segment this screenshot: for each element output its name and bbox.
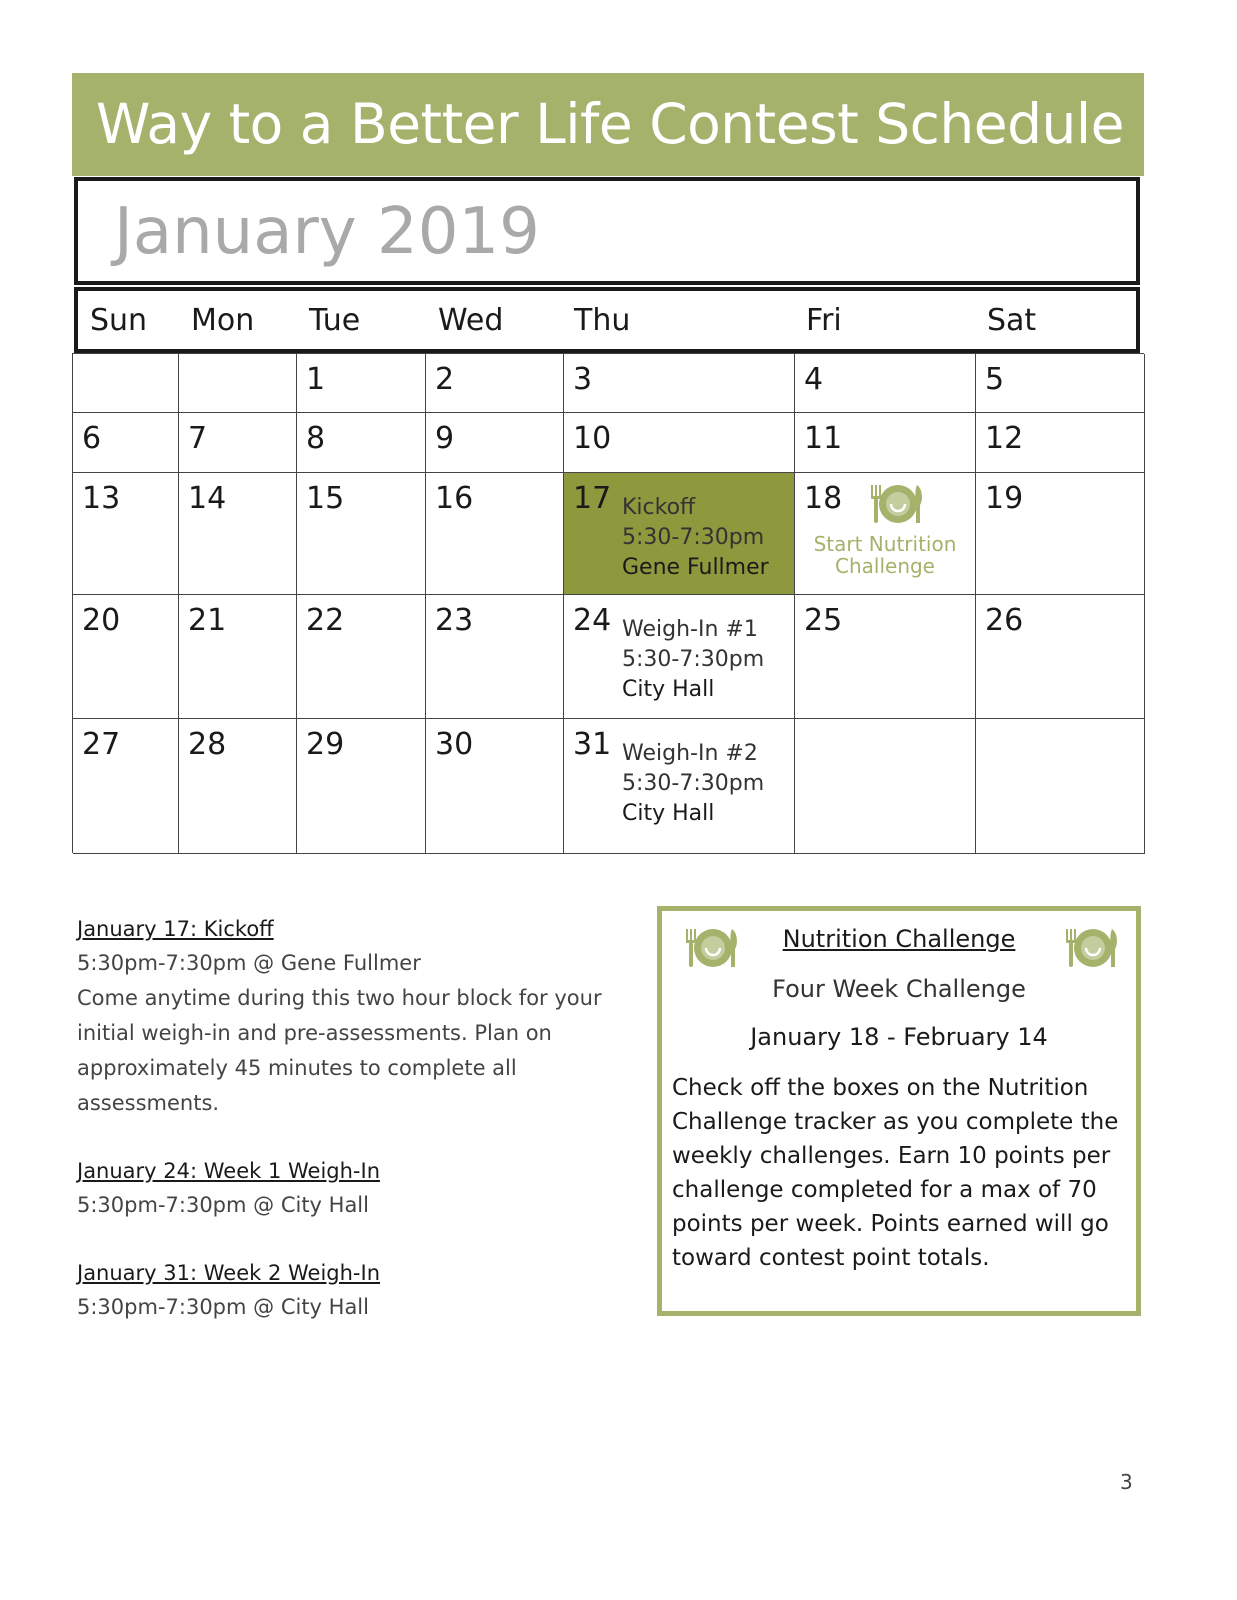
day-number: 18 bbox=[804, 481, 843, 516]
day-number: 6 bbox=[82, 421, 102, 456]
day-cell bbox=[426, 473, 564, 595]
month-header bbox=[74, 177, 1140, 285]
day-cell-kickoff bbox=[564, 473, 795, 595]
day-cell bbox=[297, 473, 426, 595]
day-number: 27 bbox=[82, 727, 121, 762]
day-cell bbox=[297, 354, 426, 413]
day-cell bbox=[564, 354, 795, 413]
nutrition-challenge-box bbox=[657, 906, 1141, 1316]
day-cell bbox=[976, 719, 1145, 854]
day-number: 1 bbox=[306, 362, 326, 397]
day-number: 26 bbox=[985, 603, 1024, 638]
day-cell-weigh-in-1 bbox=[564, 595, 795, 719]
detail-weigh-in-1 bbox=[77, 1155, 647, 1223]
detail-line: assessments. bbox=[77, 1091, 220, 1115]
event-time: 5:30-7:30pm bbox=[622, 647, 765, 672]
day-number: 20 bbox=[82, 603, 121, 638]
plate-fork-knife-icon bbox=[865, 483, 931, 525]
day-cell-nutrition-start bbox=[795, 473, 976, 595]
nutrition-challenge-dates: January 18 - February 14 bbox=[750, 1023, 1048, 1051]
day-cell bbox=[73, 595, 179, 719]
day-number: 11 bbox=[804, 421, 843, 456]
nutrition-challenge-title: Nutrition Challenge bbox=[782, 925, 1016, 953]
day-cell bbox=[426, 719, 564, 854]
detail-heading: January 24: Week 1 Weigh-In bbox=[77, 1159, 381, 1183]
event-details bbox=[77, 913, 647, 1359]
day-cell bbox=[73, 473, 179, 595]
day-cell bbox=[426, 413, 564, 473]
day-number: 9 bbox=[435, 421, 455, 456]
day-number: 25 bbox=[804, 603, 843, 638]
detail-line: initial weigh-in and pre-assessments. Plan on bbox=[77, 1021, 552, 1045]
day-number: 13 bbox=[82, 481, 121, 516]
weekday-sun: Sun bbox=[90, 303, 148, 338]
day-cell bbox=[976, 354, 1145, 413]
day-number: 12 bbox=[985, 421, 1024, 456]
event-location: City Hall bbox=[622, 677, 715, 702]
calendar-grid bbox=[72, 353, 1144, 853]
detail-line: 5:30pm-7:30pm @ Gene Fullmer bbox=[77, 951, 421, 975]
detail-line: 5:30pm-7:30pm @ City Hall bbox=[77, 1295, 369, 1319]
detail-kickoff bbox=[77, 913, 647, 1121]
detail-heading: January 31: Week 2 Weigh-In bbox=[77, 1261, 381, 1285]
day-number: 15 bbox=[306, 481, 345, 516]
day-cell-weigh-in-2 bbox=[564, 719, 795, 854]
page-title: Way to a Better Life Contest Schedule bbox=[72, 73, 1144, 176]
day-number: 28 bbox=[188, 727, 227, 762]
day-number: 4 bbox=[804, 362, 824, 397]
day-cell bbox=[73, 354, 179, 413]
day-cell bbox=[73, 719, 179, 854]
day-cell bbox=[297, 595, 426, 719]
event-name: Kickoff bbox=[622, 495, 696, 520]
weekday-tue: Tue bbox=[309, 303, 361, 338]
day-number: 30 bbox=[435, 727, 474, 762]
day-number: 5 bbox=[985, 362, 1005, 397]
page-number: 3 bbox=[1120, 1470, 1133, 1494]
weigh-in-1-event bbox=[622, 615, 764, 705]
weigh-in-2-event bbox=[622, 739, 764, 829]
weekday-fri: Fri bbox=[806, 303, 842, 338]
nutrition-challenge-body: Check off the boxes on the Nutrition Challenge tracker as you complete the weekly challenges. Earn 10 points per challenge completed for a max of 70 points per week. Points earned will go toward contest point totals. bbox=[672, 1075, 1119, 1271]
day-number: 16 bbox=[435, 481, 474, 516]
day-cell bbox=[179, 595, 297, 719]
weekday-thu: Thu bbox=[574, 303, 631, 338]
event-time: 5:30-7:30pm bbox=[622, 525, 765, 550]
nutrition-start-line1: Start Nutrition bbox=[813, 532, 957, 556]
day-number: 17 bbox=[573, 481, 612, 516]
event-time: 5:30-7:30pm bbox=[622, 771, 765, 796]
day-number: 7 bbox=[188, 421, 208, 456]
day-cell bbox=[179, 413, 297, 473]
detail-line: Come anytime during this two hour block for your bbox=[77, 986, 602, 1010]
weekday-wed: Wed bbox=[438, 303, 504, 338]
detail-line: approximately 45 minutes to complete all bbox=[77, 1056, 517, 1080]
day-cell bbox=[976, 413, 1145, 473]
day-number: 14 bbox=[188, 481, 227, 516]
day-cell bbox=[73, 413, 179, 473]
day-number: 31 bbox=[573, 727, 612, 762]
day-number: 19 bbox=[985, 481, 1024, 516]
day-cell bbox=[976, 595, 1145, 719]
day-cell bbox=[976, 473, 1145, 595]
day-cell bbox=[179, 719, 297, 854]
day-cell bbox=[564, 413, 795, 473]
event-name: Weigh-In #1 bbox=[622, 617, 758, 642]
day-number: 24 bbox=[573, 603, 612, 638]
day-number: 22 bbox=[306, 603, 345, 638]
day-number: 29 bbox=[306, 727, 345, 762]
day-cell bbox=[297, 413, 426, 473]
day-cell bbox=[426, 354, 564, 413]
day-number: 23 bbox=[435, 603, 474, 638]
event-location: City Hall bbox=[622, 801, 715, 826]
detail-heading: January 17: Kickoff bbox=[77, 917, 274, 941]
month-label: January 2019 bbox=[114, 195, 540, 269]
day-cell bbox=[297, 719, 426, 854]
day-number: 21 bbox=[188, 603, 227, 638]
nutrition-start-line2: Challenge bbox=[835, 554, 935, 578]
day-cell bbox=[795, 595, 976, 719]
weekday-header-row bbox=[74, 287, 1140, 353]
day-cell bbox=[795, 354, 976, 413]
day-number: 3 bbox=[573, 362, 593, 397]
day-number: 8 bbox=[306, 421, 326, 456]
nutrition-start-label bbox=[795, 533, 975, 577]
detail-weigh-in-2 bbox=[77, 1257, 647, 1325]
event-name: Weigh-In #2 bbox=[622, 741, 758, 766]
detail-line: 5:30pm-7:30pm @ City Hall bbox=[77, 1193, 369, 1217]
day-cell bbox=[179, 473, 297, 595]
day-cell bbox=[179, 354, 297, 413]
day-number: 2 bbox=[435, 362, 455, 397]
kickoff-event bbox=[622, 493, 769, 583]
nutrition-challenge-subtitle: Four Week Challenge bbox=[772, 975, 1026, 1003]
day-cell bbox=[795, 413, 976, 473]
weekday-mon: Mon bbox=[191, 303, 255, 338]
day-cell bbox=[795, 719, 976, 854]
day-number: 10 bbox=[573, 421, 612, 456]
event-location: Gene Fullmer bbox=[622, 555, 769, 580]
day-cell bbox=[426, 595, 564, 719]
weekday-sat: Sat bbox=[987, 303, 1037, 338]
